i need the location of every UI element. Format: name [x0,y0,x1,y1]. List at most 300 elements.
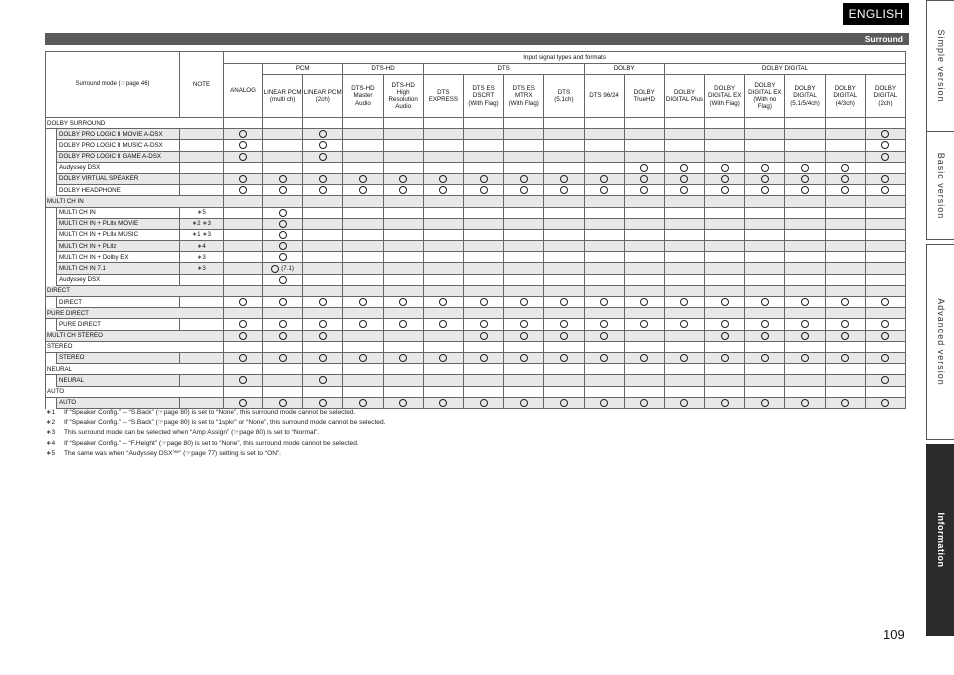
mark-cell [664,207,704,218]
compatible-mark [841,320,849,328]
format-header-line: DIGITAL EX [707,92,742,100]
mark-cell [224,140,263,151]
format-header [544,75,584,118]
footnote-text: If “Speaker Config.” – “F.Height” (☞page 80) is set to “None”, this surround mode cannot be selected. [64,439,359,447]
mark-cell [224,319,263,330]
group-name: AUTO [46,386,224,397]
mark-cell [624,241,664,252]
mark-cell [423,229,463,240]
format-header [664,75,704,118]
group-name: MULTI CH IN [46,196,224,207]
mark-cell [705,364,745,375]
compatible-mark [359,186,367,194]
footnote-marker: ∗4 [46,439,56,447]
mark-cell [745,274,785,285]
compatible-mark [439,186,447,194]
mark-cell [504,162,544,173]
table-row [46,285,946,296]
mark-cell [785,196,825,207]
mark-cell [504,330,544,341]
mark-cell [224,297,263,308]
footnote-marker: ∗3 [46,429,56,437]
mark-cell [423,162,463,173]
mark-cell [343,196,383,207]
mark-cell [664,140,704,151]
mark-cell [343,375,383,386]
mark-cell [705,185,745,196]
table-row [46,397,946,408]
compatible-mark [881,332,889,340]
format-header-line: DIGITAL [873,92,898,100]
compatible-mark [801,175,809,183]
table-row [46,129,946,140]
analog-header: ANALOG [224,64,263,118]
compatible-mark [721,164,729,172]
mark-cell [303,386,343,397]
mode-note [180,151,224,162]
mark-cell [303,352,343,363]
mark-cell [624,297,664,308]
mark-cell [504,241,544,252]
mark-cell [303,364,343,375]
mark-cell [544,173,584,184]
compatible-mark [319,153,327,161]
mark-cell [745,364,785,375]
mode-note [180,297,224,308]
mark-cell [463,185,503,196]
mark-cell [343,274,383,285]
mark-cell [745,397,785,408]
mark-cell [504,308,544,319]
mark-cell [544,319,584,330]
mark-cell [224,196,263,207]
mark-cell [224,129,263,140]
mark-cell [624,140,664,151]
footnote-text: If “Speaker Config.” – “S.Back” (☞page 80) is set to “None”, this surround mode cannot be selected. [64,409,356,416]
format-header-line: (With Flag) [709,99,740,107]
mark-cell [664,151,704,162]
mark-cell [825,375,865,386]
mark-cell [343,352,383,363]
compatible-mark [239,141,247,149]
mark-cell [224,263,263,274]
mark-cell [624,263,664,274]
mark-cell [343,252,383,263]
group-header: DOLBY [584,64,664,75]
mark-cell [463,229,503,240]
compatible-mark [439,298,447,306]
compatible-mark [680,320,688,328]
compatible-mark [841,298,849,306]
format-header-line: High [396,88,410,96]
mark-cell [705,330,745,341]
group-header: DOLBY DIGITAL [664,64,905,75]
mark-cell [825,352,865,363]
mark-cell [544,162,584,173]
compatible-mark [279,220,287,228]
format-header-line: DTS-HD [351,85,375,93]
mark-cell [504,397,544,408]
mark-cell [303,207,343,218]
mark-cell [825,330,865,341]
compatible-mark [801,354,809,362]
mark-cell [745,151,785,162]
compatible-mark [801,164,809,172]
mark-cell [745,330,785,341]
mark-cell [584,252,624,263]
format-header-line: DOLBY [673,88,695,96]
compatible-mark [721,320,729,328]
mark-cell [224,252,263,263]
mark-cell [343,162,383,173]
compatible-mark [640,298,648,306]
mark-cell [423,352,463,363]
mark-cell [624,252,664,263]
mark-cell [825,118,865,129]
compatible-mark [279,186,287,194]
format-header-line: (5.1ch) [554,96,574,103]
mark-cell [624,375,664,386]
mark-cell [504,352,544,363]
mark-cell [383,151,423,162]
mode-note: ∗5 [180,207,224,218]
compatible-mark [761,332,769,340]
header-row-input [46,52,946,64]
footnote-text: The same was when “Audyssey DSX™” (☞page 77) setting is set to “ON”. [64,449,281,457]
mark-cell [504,274,544,285]
table-row [46,162,946,173]
mark-cell [584,173,624,184]
mark-cell [785,341,825,352]
mark-cell [423,285,463,296]
mark-cell [343,173,383,184]
mark-cell [303,162,343,173]
mark-cell [544,352,584,363]
mark-cell [624,229,664,240]
compatible-mark [239,354,247,362]
mark-cell [785,352,825,363]
mark-cell [825,151,865,162]
mark-cell [785,207,825,218]
format-header-line: (2ch) [878,99,893,107]
compatible-mark [640,186,648,194]
mark-cell [303,118,343,129]
mark-cell [423,151,463,162]
table-row [46,252,946,263]
mark-cell [383,397,423,408]
mark-cell [785,252,825,263]
mode-name: NEURAL [57,375,180,386]
compatible-mark [841,186,849,194]
compatible-mark [761,298,769,306]
mark-cell [263,151,303,162]
mark-cell [705,207,745,218]
mark-cell [865,330,905,341]
mark-cell [624,129,664,140]
mark-cell [785,330,825,341]
compatible-mark [801,320,809,328]
indent-cell [46,252,57,263]
mark-cell [745,140,785,151]
mark-cell [343,241,383,252]
format-header [825,75,865,118]
mark-cell [865,185,905,196]
footnote-text: This surround mode can be selected when “Amp Assign” (☞page 80) is set to “Normal”. [64,429,320,437]
format-header-line: DTS ES [472,85,495,93]
side-tab-label: Basic version [936,152,946,219]
mark-cell [705,229,745,240]
mark-cell [825,297,865,308]
mark-cell [303,252,343,263]
mark-cell [785,218,825,229]
mark-cell [745,241,785,252]
mark-cell [705,140,745,151]
mark-cell [303,308,343,319]
footnote-marker: ∗2 [46,419,56,427]
compatible-mark [560,354,568,362]
format-header [463,75,503,118]
mark-cell [584,386,624,397]
format-header [263,75,303,118]
mode-name: MULTI CH IN 7.1 [57,263,180,274]
compatible-mark [841,175,849,183]
format-header-line: DSCRT [472,92,495,100]
mark-cell [785,151,825,162]
mark-cell [705,129,745,140]
mark-cell [624,274,664,285]
compatible-mark [560,399,568,407]
mark-cell [664,397,704,408]
mark-cell [303,218,343,229]
mark-cell [544,118,584,129]
mode-note [180,375,224,386]
table-row [46,118,946,129]
group-header: PCM [263,64,343,75]
indent-cell [46,162,57,173]
language-badge: ENGLISH [843,3,909,25]
mark-cell [463,386,503,397]
mark-cell [584,229,624,240]
compatible-mark [761,354,769,362]
mark-cell [423,274,463,285]
mark-cell [263,162,303,173]
table-row [46,196,946,207]
compatible-mark [520,175,528,183]
mark-cell [263,375,303,386]
mark-cell [463,274,503,285]
compatible-mark [480,332,488,340]
mark-cell [463,118,503,129]
mode-note [180,319,224,330]
mark-cell [825,364,865,375]
mark-cell [504,151,544,162]
compatible-mark [319,354,327,362]
mark-cell [263,207,303,218]
mark-cell [664,218,704,229]
mark-cell [383,308,423,319]
mark-cell [865,252,905,263]
mark-cell [624,330,664,341]
mark-cell [664,319,704,330]
mark-cell [705,397,745,408]
mark-cell [745,196,785,207]
side-tab-information[interactable] [926,444,954,636]
mark-cell [865,274,905,285]
mark-cell [463,129,503,140]
mark-cell [584,341,624,352]
format-header-line: DOLBY [874,85,896,93]
compatible-mark [279,175,287,183]
mark-cell [263,341,303,352]
mark-cell [423,140,463,151]
compatible-mark [841,332,849,340]
compatible-mark [600,186,608,194]
footnote [46,418,385,426]
mark-cell [705,352,745,363]
mark-cell [865,151,905,162]
indent-cell [46,229,57,240]
mark-cell [263,129,303,140]
compatible-mark [239,130,247,138]
mark-cell [544,196,584,207]
indent-cell [46,375,57,386]
table-row [46,241,946,252]
compatible-mark [520,399,528,407]
mode-name: Audyssey DSX [57,274,180,285]
mark-cell [224,185,263,196]
compatible-mark [439,354,447,362]
mark-cell [463,397,503,408]
compatible-mark [640,175,648,183]
mark-cell [423,364,463,375]
table-row [46,140,946,151]
mark-cell [664,241,704,252]
format-header-line: (2ch) [315,96,330,103]
indent-cell [46,218,57,229]
mark-cell [263,140,303,151]
mark-cell [624,341,664,352]
mark-cell [343,118,383,129]
mark-cell [504,229,544,240]
compatible-mark [841,399,849,407]
mark-cell [343,341,383,352]
mark-cell [343,308,383,319]
mark-cell [263,241,303,252]
mark-cell [785,375,825,386]
compatible-mark [640,164,648,172]
compatible-mark [279,298,287,306]
mark-cell [544,364,584,375]
mark-cell [664,118,704,129]
mode-note [180,274,224,285]
mark-cell [504,118,544,129]
format-header-line: (With Flag) [468,99,499,107]
compatible-mark [640,320,648,328]
table-row [46,185,946,196]
compatible-mark [319,130,327,138]
mark-cell [825,207,865,218]
mark-cell [544,386,584,397]
mark-cell [584,151,624,162]
mark-cell [463,319,503,330]
mark-cell [224,173,263,184]
mark-cell [825,285,865,296]
format-header-line: (With Flag) [508,99,539,107]
mark-cell [224,151,263,162]
mark-cell [624,319,664,330]
format-header-line: DOLBY [834,85,856,93]
mark-cell [865,140,905,151]
mark-cell [343,263,383,274]
format-header [584,75,624,118]
mark-cell [383,274,423,285]
mark-cell [303,397,343,408]
mark-cell [664,263,704,274]
indent-cell [46,263,57,274]
compatible-mark [881,320,889,328]
compatible-mark [600,175,608,183]
compatible-mark [239,298,247,306]
mark-cell [303,330,343,341]
mark-cell [303,151,343,162]
group-name: NEURAL [46,364,224,375]
mark-cell [865,297,905,308]
group-name: MULTI CH STEREO [46,330,224,341]
indent-cell [46,185,57,196]
mark-cell [383,297,423,308]
compatible-mark [560,298,568,306]
mark-cell [745,129,785,140]
mark-cell [825,162,865,173]
compatible-mark [841,354,849,362]
compatible-mark [239,186,247,194]
footnote [46,428,319,436]
mark-cell [343,297,383,308]
mark-cell [423,129,463,140]
mode-name: STEREO [57,352,180,363]
mark-cell [504,263,544,274]
format-header [303,75,343,118]
table-row [46,263,946,274]
mark-cell [263,274,303,285]
mark-cell [785,297,825,308]
mark-cell [664,297,704,308]
mark-cell [463,196,503,207]
mark-cell [423,252,463,263]
mark-cell [825,341,865,352]
compatible-mark [680,298,688,306]
format-header [865,75,905,118]
group-name: PURE DIRECT [46,308,224,319]
mark-cell [745,229,785,240]
mark-cell [423,118,463,129]
compatible-mark [881,399,889,407]
mark-cell [865,218,905,229]
mark-cell [785,319,825,330]
compatible-mark [761,399,769,407]
mark-cell [263,263,303,274]
mark-cell [584,241,624,252]
compatible-mark [761,164,769,172]
mark-cell [463,364,503,375]
mark-cell [224,308,263,319]
compatible-mark [881,298,889,306]
table-row [46,341,946,352]
mark-cell [263,386,303,397]
table-row [46,375,946,386]
mark-cell [865,397,905,408]
compatible-mark [399,186,407,194]
